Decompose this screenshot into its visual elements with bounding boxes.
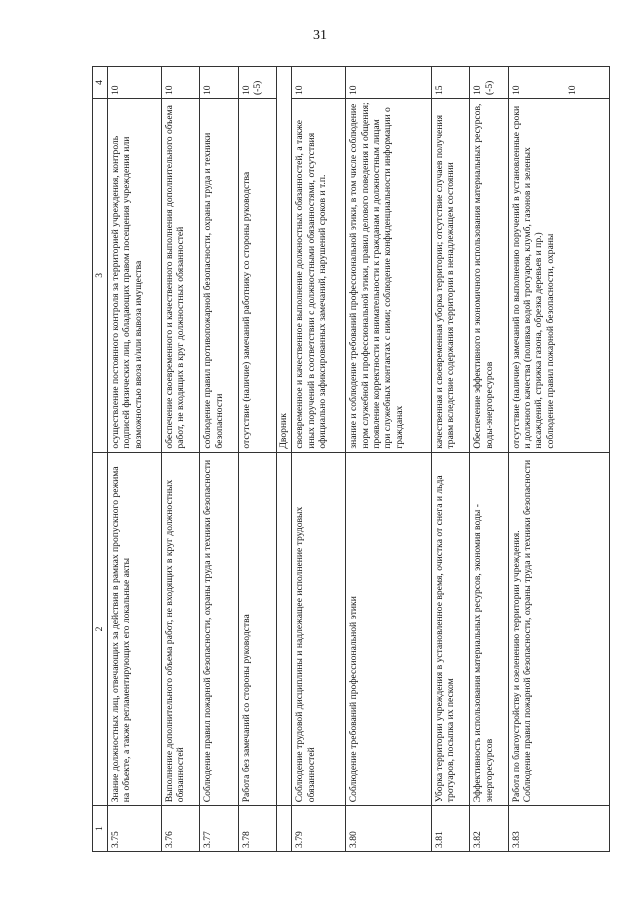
- row-indicator: отсутствие (наличие) замечаний работнику со стороны руководства: [238, 99, 276, 453]
- row-points: 10: [200, 67, 238, 99]
- row-criterion: Работа без замечаний со стороны руководства: [238, 452, 276, 806]
- row-points: 10: [292, 67, 346, 99]
- row-points: 10: [108, 67, 162, 99]
- row-points: 10: [162, 67, 200, 99]
- row-indicator: Обеспечение эффективного и экономичного использования материальных ресурсов, воды-энергоресурсов: [470, 99, 508, 453]
- row-number: 3.77: [200, 806, 238, 852]
- table-row: [200, 67, 238, 852]
- table-row: [292, 67, 346, 852]
- header-col-4: 4: [93, 67, 108, 99]
- section-row: [277, 67, 292, 852]
- criteria-table: [92, 66, 610, 852]
- row-points: 15: [431, 67, 469, 99]
- row-indicator: соблюдение правил противопожарной безопасности, охраны труда и техники безопасности: [200, 99, 238, 453]
- row-criterion: Работа по благоустройству и озеленению территории учреждения. Соблюдение правил пожарной безопасности, охраны труда и техники безопасности: [508, 452, 609, 806]
- row-indicator: знание и соблюдение требований профессиональной этики, в том числе соблюдение норм служебной и профессиональной этики, правил делового поведения и общения; проявление корректности и внимательности к гражданам и должностным лицам при служебных контактах с ними; соблюдение конфиденциальности информации о гражданах: [346, 99, 432, 453]
- row-number: 3.79: [292, 806, 346, 852]
- table-row: [431, 67, 469, 852]
- table-row: [108, 67, 162, 852]
- row-indicator: обеспечение своевременного и качественного выполнения дополнительного объема работ, не входящих в круг должностных обязанностей: [162, 99, 200, 453]
- rotated-table-container: [92, 66, 610, 852]
- row-number: 3.75: [108, 806, 162, 852]
- page-number: 31: [313, 28, 327, 43]
- section-empty-cell: [277, 806, 292, 852]
- row-criterion: Уборка территории учреждения в установленное время, очистка от снега и льда тротуаров, посыпка их песком: [431, 452, 469, 806]
- row-indicator: своевременное и качественное выполнение должностных обязанностей, а также иных поручений в соответствии с должностными обязанностями, отсутствия официально зафиксированных замечаний, нарушений сроков и т.п.: [292, 99, 346, 453]
- row-points: 10 (-5): [470, 67, 508, 99]
- row-criterion: Выполнение дополнительного объема работ, не входящих в круг должностных обязанностей: [162, 452, 200, 806]
- row-criterion: Знание должностных лиц, отвечающих за действия в рамках пропускного режима на объекте, а также регламентирующих его локальные акты: [108, 452, 162, 806]
- row-number: 3.81: [431, 806, 469, 852]
- row-indicator: отсутствие (наличие) замечаний по выполнению поручений в установленные сроки и должного качества (поливка водой тротуаров, клумб, газонов и зеленых насаждений, стрижка газона, обрезка деревьев и пр.) соблюдение правил пожарной безопасности, охраны: [508, 99, 609, 453]
- row-number: 3.83: [508, 806, 609, 852]
- row-number: 3.78: [238, 806, 276, 852]
- row-number: 3.80: [346, 806, 432, 852]
- row-points: 10 10: [508, 67, 609, 99]
- row-number: 3.82: [470, 806, 508, 852]
- table-row: [470, 67, 508, 852]
- header-col-1: 1: [93, 806, 108, 852]
- section-empty-cell: [277, 452, 292, 806]
- table-row: [162, 67, 200, 852]
- row-criterion: Эффективность использования материальных ресурсов, экономия воды - энергоресурсов: [470, 452, 508, 806]
- row-criterion: Соблюдение правил пожарной безопасности, охраны труда и техники безопасности: [200, 452, 238, 806]
- row-criterion: Соблюдение трудовой дисциплины и надлежащее исполнение трудовых обязанностей: [292, 452, 346, 806]
- table-row: [508, 67, 609, 852]
- header-col-2: 2: [93, 452, 108, 806]
- header-col-3: 3: [93, 99, 108, 453]
- table-row: [346, 67, 432, 852]
- table-row: [238, 67, 276, 852]
- row-indicator: качественная и своевременная уборка территории; отсутствие случаев получения травм вследствие содержания территории в ненадлежащем состоянии: [431, 99, 469, 453]
- row-number: 3.76: [162, 806, 200, 852]
- section-title: Дворник: [277, 67, 292, 453]
- row-points: 10 (-5): [238, 67, 276, 99]
- row-indicator: осуществление постоянного контроля за территорией учреждения, контроль подписей физических лиц, обладающих правом посещения учреждения или возможностью ввоза и/или вывоза имущества: [108, 99, 162, 453]
- row-criterion: Соблюдение требований профессиональной этики: [346, 452, 432, 806]
- row-points: 10: [346, 67, 432, 99]
- table-header-row: [93, 67, 108, 852]
